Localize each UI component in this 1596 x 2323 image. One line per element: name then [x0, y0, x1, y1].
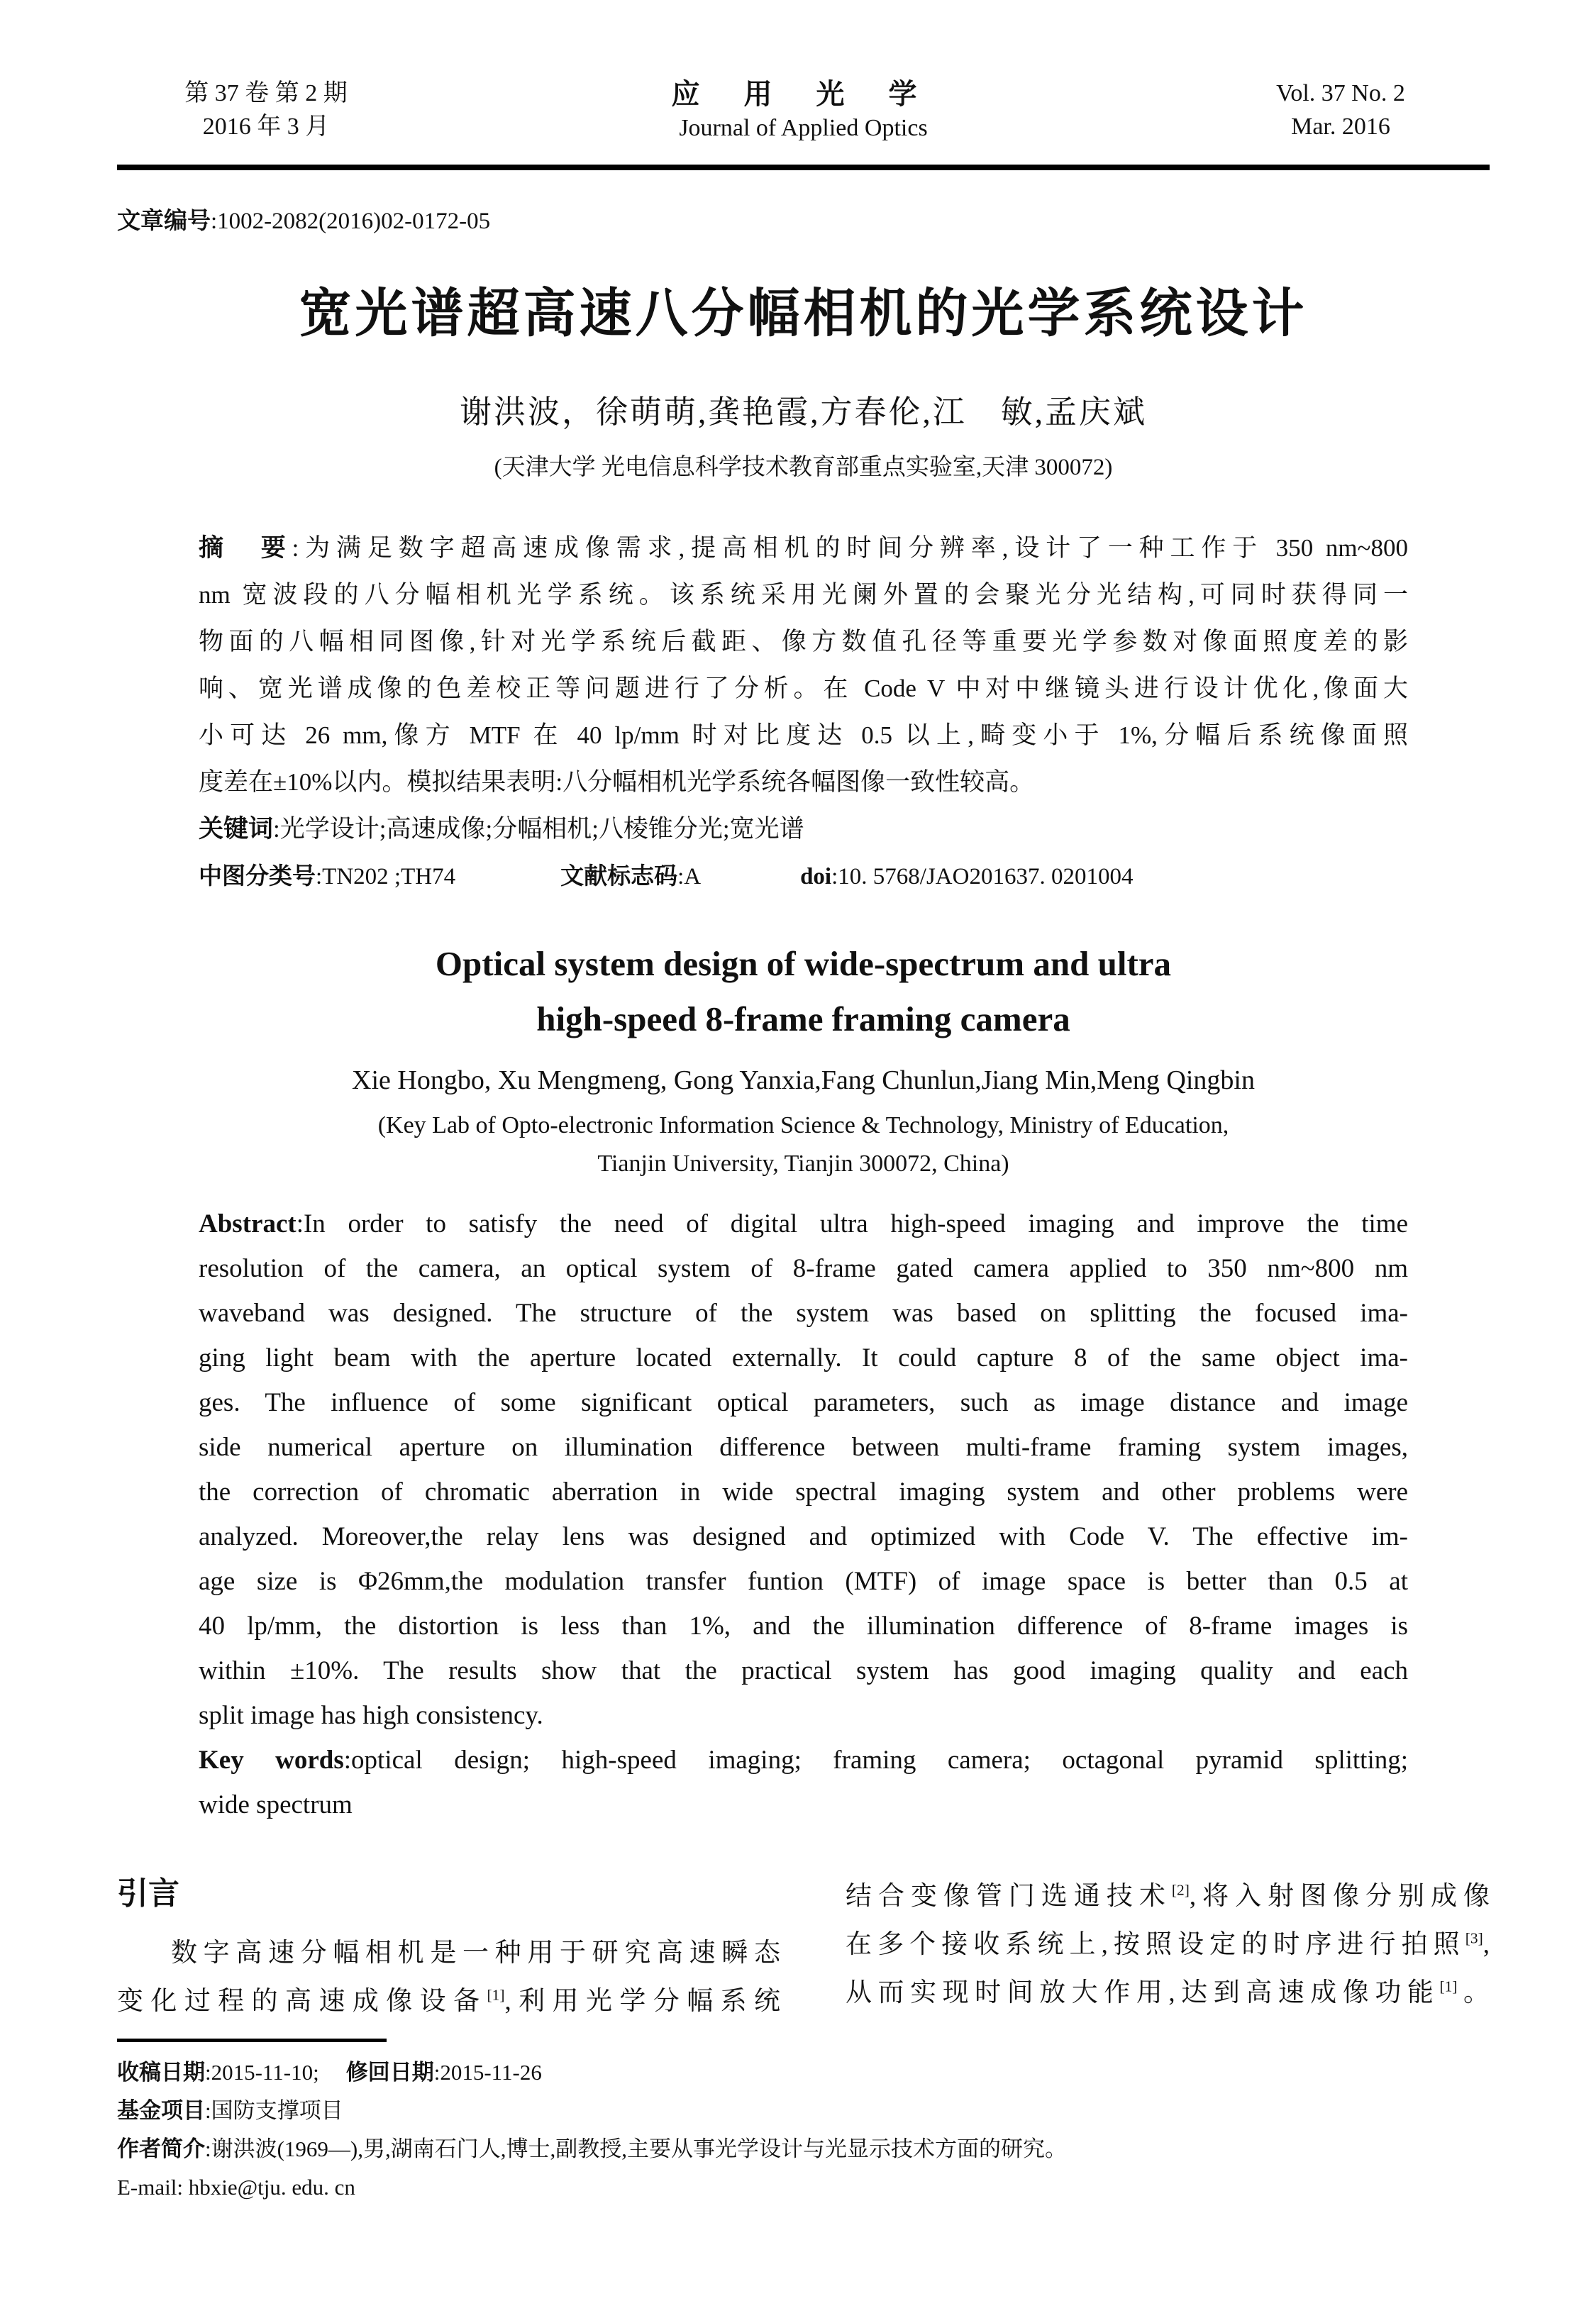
footnote-received: 收稿日期:2015-11-10; 修回日期:2015-11-26: [117, 2060, 542, 2085]
abstract-en-line: ging light beam with the aperture located externally. It could capture 8 of the same object ima-: [199, 1343, 1408, 1373]
footnote-fund: 基金项目:国防支撑项目: [117, 2098, 343, 2123]
intro-right-column: [846, 1873, 1490, 2026]
date-en: Mar. 2016: [1291, 113, 1390, 140]
abstract-zh-block: [199, 525, 1408, 1827]
journal-name-zh: 应 用 光 学: [671, 78, 936, 110]
paper-title-en-line2: high-speed 8-frame framing camera: [536, 999, 1070, 1038]
abstract-zh: [199, 525, 1408, 806]
intro-line: 结合变像管门选通技术[2],将入射图像分别成像: [846, 1881, 1490, 1911]
keywords-zh: 关键词:光学设计;高速成像;分幅相机;八棱锥分光;宽光谱: [199, 815, 804, 843]
authors-en: Xie Hongbo, Xu Mengmeng, Gong Yanxia,Fang Chunlun,Jiang Min,Meng Qingbin: [352, 1065, 1255, 1095]
affiliation-en-line1: (Key Lab of Opto-electronic Information Science & Technology, Ministry of Education,: [377, 1112, 1229, 1138]
classification-row: [199, 854, 1408, 899]
article-number: [117, 202, 1490, 235]
paper-title-en: [199, 936, 1408, 1047]
abstract-en-line: age size is Φ26mm,the modulation transfer funtion (MTF) of image space is better than 0.5 at: [199, 1567, 1408, 1596]
journal-name-en: Journal of Applied Optics: [679, 115, 928, 141]
affiliation-en: [199, 1107, 1408, 1183]
intro-line: 变化过程的高速成像设备[1],利用光学分幅系统: [117, 1986, 781, 2016]
keywords-zh-label: 关键词: [199, 815, 274, 843]
abstract-zh-line: nm 宽波段的八分幅相机光学系统。该系统采用光阑外置的会聚光分光结构,可同时获得同一: [199, 581, 1408, 609]
clc-number: 中图分类号:TN202 ;TH74: [199, 864, 456, 889]
abstract-zh-line: 物面的八幅相同图像,针对光学系统后截距、像方数值孔径等重要光学参数对像面照度差的影: [199, 628, 1408, 655]
footnote: [117, 2039, 1490, 2207]
affiliation-en-line2: Tianjin University, Tianjin 300072, China): [597, 1151, 1009, 1177]
keywords-en-label: Key words: [199, 1746, 344, 1775]
date-zh: 2016 年 3 月: [202, 113, 330, 140]
abstract-en-line: analyzed. Moreover,the relay lens was designed and optimized with Code V. The effective im-: [199, 1522, 1408, 1551]
authors-zh: 谢洪波，徐萌萌,龚艳霞,方春伦,江 敏,孟庆斌: [459, 394, 1147, 430]
article-number-value: :1002-2082(2016)02-0172-05: [211, 209, 491, 234]
abstract-zh-line: 小可达 26 mm,像方 MTF 在 40 lp/mm 时对比度达 0.5 以上,畸变小于 1%,分幅后系统像面照: [199, 721, 1408, 749]
paper-title-en-line1: Optical system design of wide-spectrum and ultra: [435, 944, 1172, 983]
keywords-en-line: wide spectrum: [199, 1790, 353, 1819]
keywords-en: [199, 1738, 1408, 1827]
journal-header: [117, 77, 1490, 145]
intro-left-column: [117, 1873, 780, 2026]
footnote-bio: 作者简介:谢洪波(1969—),男,湖南石门人,博士,副教授,主要从事光学设计与光显示技术方面的研究。: [117, 2136, 1068, 2161]
abstract-en-line: the correction of chromatic aberration in wide spectral imaging system and other problems were: [199, 1477, 1408, 1507]
abstract-zh-line: 度差在±10%以内。模拟结果表明:八分幅相机光学系统各幅图像一致性较高。: [199, 768, 1035, 796]
article-number-label: 文章编号: [117, 209, 211, 234]
volume-issue-zh: 第 37 卷 第 2 期: [184, 80, 348, 106]
footnote-divider: [117, 2039, 387, 2042]
abstract-en-line: Abstract:In order to satisfy the need of digital ultra high-speed imaging and improve the time: [199, 1209, 1408, 1238]
volume-issue-en: Vol. 37 No. 2: [1276, 80, 1405, 106]
abstract-en-label: Abstract: [199, 1209, 297, 1238]
doi: doi:10. 5768/JAO201637. 0201004: [800, 864, 1134, 889]
intro-heading: 引言: [117, 1876, 179, 1911]
abstract-en-line: split image has high consistency.: [199, 1701, 543, 1730]
abstract-zh-label: 摘 要: [199, 534, 292, 562]
intro-paragraph-left: [117, 1929, 780, 2026]
keywords-en-line: Key words:optical design; high-speed imaging; framing camera; octagonal pyramid splitting;: [199, 1746, 1408, 1775]
affiliation-zh: (天津大学 光电信息科学技术教育部重点实验室,天津 300072): [494, 455, 1113, 480]
header-volume-issue-en: [1192, 77, 1490, 143]
abstract-en-line: ges. The influence of some significant optical parameters, such as image distance and image: [199, 1388, 1408, 1417]
abstract-en-line: within ±10%. The results show that the practical system has good imaging quality and each: [199, 1656, 1408, 1685]
header-volume-issue-zh: [117, 77, 415, 143]
abstract-zh-line: 响、宽光谱成像的色差校正等问题进行了分析。在 Code V 中对中继镜头进行设计优化,像面大: [199, 675, 1408, 702]
intro-line: 在多个接收系统上,按照设定的时序进行拍照[3],: [846, 1929, 1490, 1959]
header-journal-name: [415, 77, 1192, 145]
intro-line: 从而实现时间放大作用,达到高速成像功能[1]。: [846, 1978, 1490, 2007]
abstract-zh-line: 摘 要:为满足数字超高速成像需求,提高相机的时间分辨率,设计了一种工作于 350 nm~800: [199, 534, 1408, 562]
abstract-en-line: waveband was designed. The structure of the system was based on splitting the focused ima-: [199, 1299, 1408, 1328]
intro-section: [117, 1873, 1490, 2026]
abstract-en-line: resolution of the camera, an optical system of 8-frame gated camera applied to 350 nm~800 nm: [199, 1254, 1408, 1283]
paper-title-zh: 宽光谱超高速八分幅相机的光学系统设计: [299, 285, 1308, 343]
abstract-en: [199, 1202, 1408, 1738]
header-rule: [117, 165, 1490, 170]
abstract-en-line: 40 lp/mm, the distortion is less than 1%, and the illumination difference of 8-frame images is: [199, 1612, 1408, 1641]
document-code: 文献标志码:A: [560, 864, 702, 889]
footnote-email: E-mail: hbxie@tju. edu. cn: [117, 2175, 355, 2200]
abstract-en-line: side numerical aperture on illumination difference between multi-frame framing system images,: [199, 1433, 1408, 1462]
intro-line: 数字高速分幅相机是一种用于研究高速瞬态: [171, 1939, 780, 1968]
